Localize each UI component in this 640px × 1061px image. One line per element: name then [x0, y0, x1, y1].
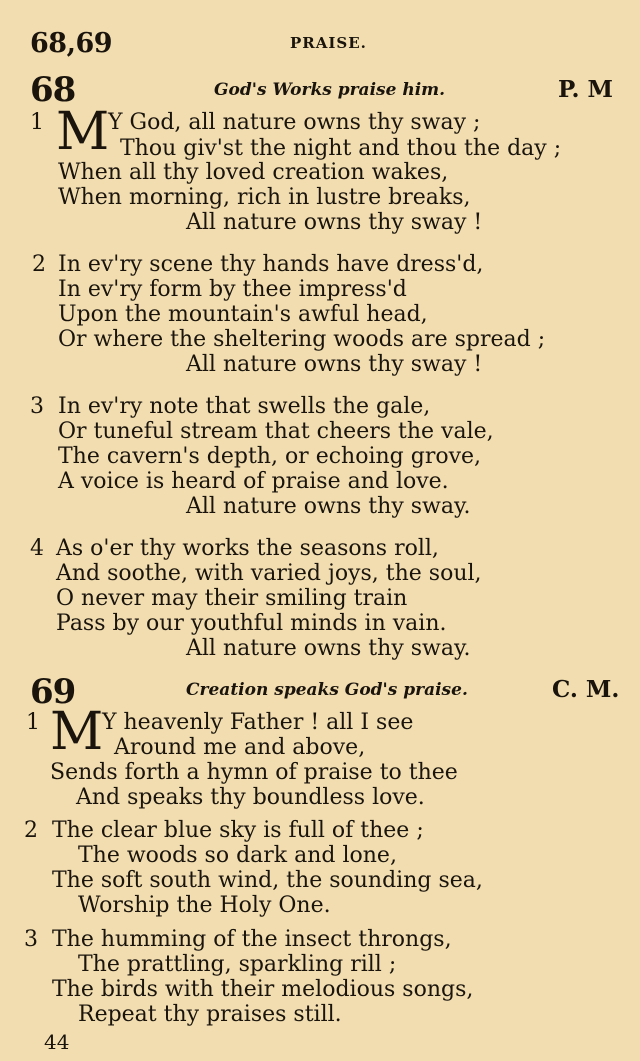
hymn-line: Or where the sheltering woods are spread ;	[58, 327, 546, 352]
hymn-line: Repeat thy praises still.	[78, 1002, 342, 1027]
hymn-line: The birds with their melodious songs,	[52, 977, 474, 1002]
hymn-line: And speaks thy boundless love.	[76, 785, 425, 810]
hymn-number: 69	[30, 672, 76, 712]
hymn-line: The woods so dark and lone,	[78, 843, 397, 868]
page-number: 44	[44, 1030, 70, 1054]
running-head-title: PRAISE.	[290, 34, 367, 52]
hymn-line: As o'er thy works the seasons roll,	[56, 536, 439, 561]
hymn-line: And soothe, with varied joys, the soul,	[56, 561, 482, 586]
hymn-line: Y God, all nature owns thy sway ;	[108, 110, 481, 135]
verse-number: 2	[32, 252, 46, 277]
hymn-subtitle: Creation speaks God's praise.	[186, 680, 468, 700]
drop-cap: M	[56, 102, 110, 162]
hymn-refrain: All nature owns thy sway !	[186, 210, 483, 235]
hymn-line: Or tuneful stream that cheers the vale,	[58, 419, 494, 444]
hymn-line: A voice is heard of praise and love.	[58, 469, 449, 494]
verse-number: 1	[26, 710, 40, 735]
hymn-line: Y heavenly Father ! all I see	[102, 710, 414, 735]
hymn-line: When morning, rich in lustre breaks,	[58, 185, 471, 210]
hymn-line: In ev'ry note that swells the gale,	[58, 394, 431, 419]
hymn-line: The soft south wind, the sounding sea,	[52, 868, 483, 893]
hymn-line: The clear blue sky is full of thee ;	[52, 818, 424, 843]
hymn-line: The cavern's depth, or echoing grove,	[58, 444, 482, 469]
hymn-line: In ev'ry scene thy hands have dress'd,	[58, 252, 484, 277]
hymn-refrain: All nature owns thy sway.	[186, 636, 471, 661]
hymn-meter: C. M.	[552, 676, 620, 703]
hymn-line: Sends forth a hymn of praise to thee	[50, 760, 458, 785]
hymn-meter: P. M	[558, 76, 613, 103]
running-head-numbers: 68,69	[30, 28, 113, 59]
verse-number: 2	[24, 818, 38, 843]
hymn-number: 68	[30, 70, 76, 110]
verse-number: 3	[24, 927, 38, 952]
hymn-line: The prattling, sparkling rill ;	[78, 952, 397, 977]
hymn-refrain: All nature owns thy sway !	[186, 352, 483, 377]
hymn-refrain: All nature owns thy sway.	[186, 494, 471, 519]
hymn-line: Upon the mountain's awful head,	[58, 302, 428, 327]
verse-number: 1	[30, 110, 44, 135]
hymn-subtitle: God's Works praise him.	[214, 80, 446, 100]
verse-number: 4	[30, 536, 44, 561]
hymn-line: When all thy loved creation wakes,	[58, 160, 449, 185]
hymn-line: O never may their smiling train	[56, 586, 408, 611]
drop-cap: M	[50, 702, 104, 762]
hymn-line: In ev'ry form by thee impress'd	[58, 277, 407, 302]
hymn-line: Worship the Holy One.	[78, 893, 331, 918]
hymn-line: Around me and above,	[114, 735, 366, 760]
hymn-line: Pass by our youthful minds in vain.	[56, 611, 447, 636]
hymn-line: The humming of the insect throngs,	[52, 927, 452, 952]
hymn-line: Thou giv'st the night and thou the day ;	[120, 136, 562, 161]
verse-number: 3	[30, 394, 44, 419]
